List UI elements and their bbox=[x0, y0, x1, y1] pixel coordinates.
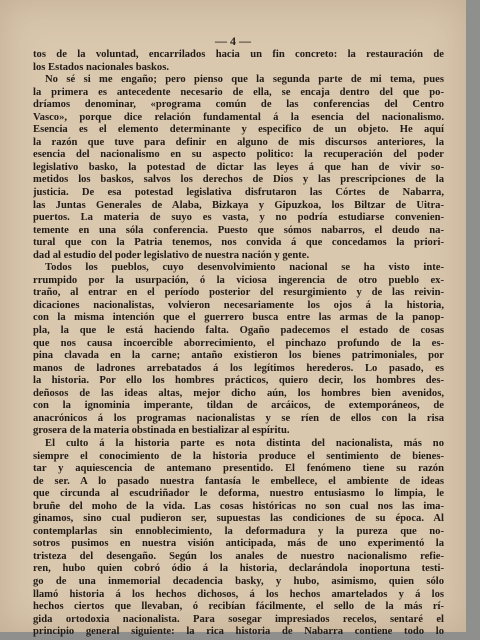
text-line: llamó historia á los hechos dichosos, á los hechos amartelados y á los bbox=[33, 588, 444, 600]
text-line: deñosos de las ideas altas, mejor dicho aún, los hombres bien avenidos, bbox=[33, 387, 444, 399]
text-line: que circunda al escudriñador le deforma, nuestro entusiasmo lo limpia, le bbox=[33, 488, 444, 500]
text-line: traño, al entrar en el período posterior del resurgimiento y de las reivin- bbox=[33, 287, 444, 299]
text-line: temente en una sóla conferencia. Puesto que sómos nabarros, el deudo na- bbox=[33, 224, 444, 236]
text-line: bruñe del moho de la vida. Las cosas históricas no son cual nos las ima- bbox=[33, 500, 444, 512]
text-line: ren, hubo quien cobró ódio á la historia, declarándola inoportuna testi- bbox=[33, 563, 444, 575]
text-line: contemplarlas sin ennoblecimiento, la deformadura y la pureza que no- bbox=[33, 525, 444, 537]
text-line: tar y aquiescencia de antemano presentido. El fenómeno tiene su razón bbox=[33, 463, 444, 475]
text-line: grosera de la materia obstinada en bestializar al espíritu. bbox=[33, 425, 290, 437]
text-line: con la misma intención que el guerrero busca entre las armas de la panop- bbox=[33, 312, 444, 324]
text-line: la historia. Por ello los hombres prácticos, quiero decir, los hombres des- bbox=[33, 375, 444, 387]
text-line: go de una inmemorial decadencia basky, y hubo, asimismo, quien sólo bbox=[33, 575, 444, 587]
text-line: Todos los pueblos, cuyo desenvolvimiento nacional se ha visto inte- bbox=[45, 262, 444, 274]
text-line: ginamos, sino cual pudieron ser, supuestas las condiciones de su época. Al bbox=[33, 513, 444, 525]
text-line: hechos ciertos que llevaban, ó recibían fácilmente, el sello de la más rí- bbox=[33, 601, 444, 613]
text-line: dad al estudio del poder legislativo de nuestra nación y gente. bbox=[33, 249, 310, 261]
page-number: — 4 — bbox=[215, 34, 251, 48]
text-line: la primera es antecedente necesario de ella, se encaja dentro del que po- bbox=[33, 86, 444, 98]
text-line: Esencia es el elemento determinante y especifico de un objeto. He aquí bbox=[33, 124, 444, 136]
text-line: dríamos denominar, «programa común de las conferencias del Centro bbox=[33, 99, 444, 111]
text-line: sotros pusimos en nuestra visión anticipada, más de uno experimentó la bbox=[33, 538, 444, 550]
text-line: pina clavada en la carne; antaño existieron los bienes patrimoniales, por bbox=[33, 350, 444, 362]
text-line: la razón que tuve para definir en alguno de mis discursos anteriores, la bbox=[33, 136, 444, 148]
text-line: Vasco», porque dice relación fundamental á la esencia del nacionalismo. bbox=[33, 111, 444, 123]
text-line: los Estados nacionales baskos. bbox=[33, 61, 169, 73]
text-line: que nos causa incoercible aborrecimiento, el pinchazo profundo de la es- bbox=[33, 337, 444, 349]
text-line: de ser. A lo pasado nuestra fantasía le embellece, el ambiente de ideas bbox=[33, 475, 444, 487]
text-line: esencia del nacionalismo en su aspecto politico: la recuperación del poder bbox=[33, 149, 444, 161]
text-line: siempre el conocimiento de la historia produce el sentimiento de bienes- bbox=[33, 450, 444, 462]
text-line: anacrónicos á los programas nacionalistas y se ríen de ellos con la risa bbox=[33, 412, 444, 424]
body-text bbox=[33, 49, 444, 639]
text-line: pla, la que le está haciendo falta. Ogaño padecemos el estado de cosas bbox=[33, 325, 444, 337]
text-line: las Juntas Generales de Alaba, Bizkaya y Gipuzkoa, los Biltzar de Uitra- bbox=[33, 199, 444, 211]
text-line: metidos los baskos, salvos los derechos de Dios y las prescripciones de la bbox=[33, 174, 444, 186]
text-line: con la ignominia imperante, tildan de arcáicos, de extemporáneos, de bbox=[33, 400, 444, 412]
text-line: tural que con la Patria tenemos, nos convida á que concedamos la priori- bbox=[33, 237, 444, 249]
text-line: No sé si me engaño; pero pienso que la segunda parte de mi tema, pues bbox=[45, 74, 444, 86]
text-line: rrumpido por la usurpación, ó la viciosa ingerencia de otro pueblo ex- bbox=[33, 274, 444, 286]
text-line: El culto á la historia parte es nota distinta del nacionalista, más no bbox=[45, 437, 444, 449]
text-line: tos de la voluntad, encarrilados hacia un fin concreto: la restauración de bbox=[33, 49, 444, 60]
text-line: dicaciones nacionalistas, volvieron necesariamente los ojos á la historia, bbox=[33, 299, 444, 311]
text-line: puertos. La materia de suyo es vasta, y no podría estudiarse convenien- bbox=[33, 212, 444, 224]
text-line: manos de ladrones arrebatados á los legítimos herederos. Lo pasado, es bbox=[33, 362, 444, 374]
text-line: legislativo basko, la potestad de dictar las leyes á que han de vivir so- bbox=[33, 161, 444, 173]
text-line: principio general siguiente: la rica historia de Nabarra contiene todo lo bbox=[33, 626, 444, 638]
text-line: gida ortodoxia nacionalista. Para sosegar impresiados recelos, sentaré el bbox=[33, 613, 444, 625]
text-line: justicia. De esa potestad legislativa disfrutaron las Córtes de Nabarra, bbox=[33, 187, 444, 199]
text-line: tristeza del desengaño. Según los anales de nuestro nacionalismo refie- bbox=[33, 550, 444, 562]
